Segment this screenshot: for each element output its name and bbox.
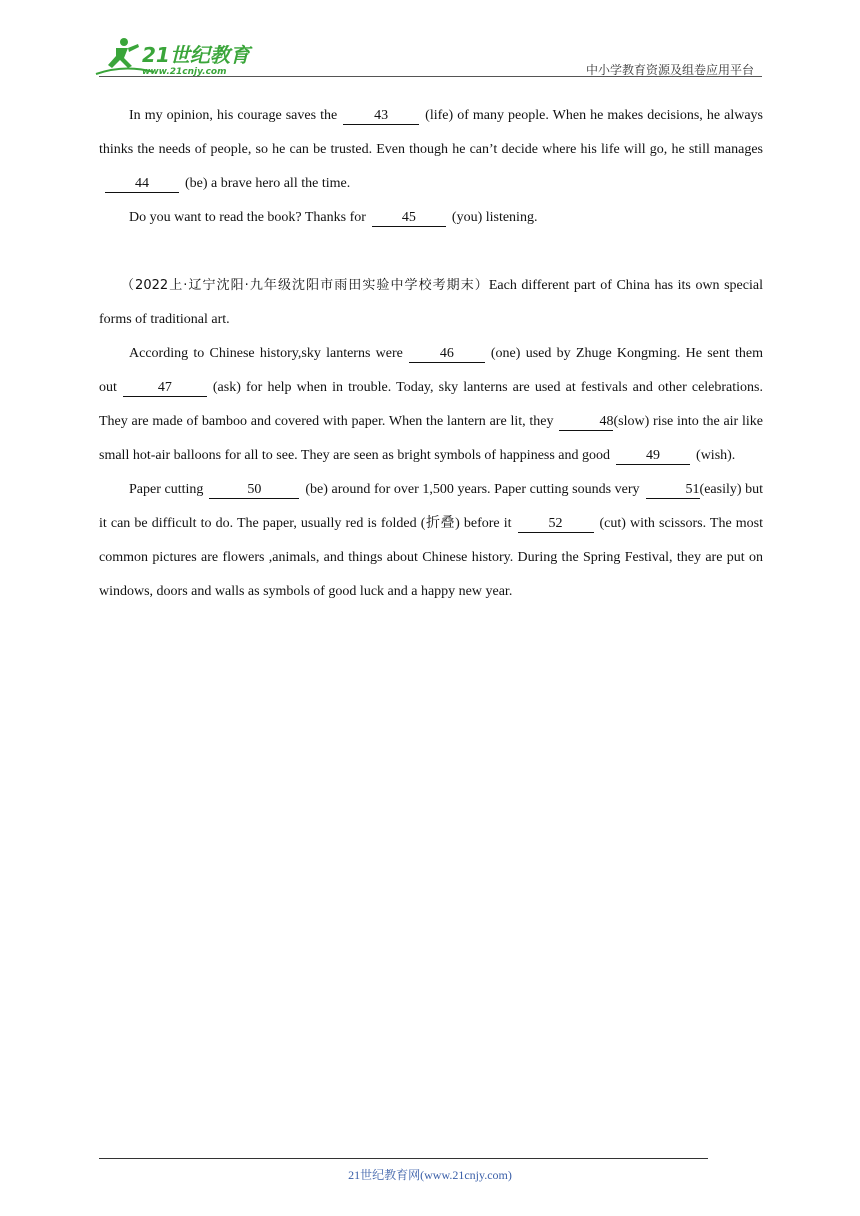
- blank-48: 48: [559, 414, 613, 431]
- footer-divider: [99, 1158, 708, 1159]
- logo-text: 21世纪教育: [142, 43, 250, 67]
- p5-text-c: (easily) but it can be difficult to do. The paper, usually red is folded (折叠) before it: [99, 482, 764, 531]
- document-body: [99, 99, 763, 609]
- p5-text-a: Paper cutting: [129, 482, 204, 497]
- header-divider: [99, 76, 762, 77]
- blank-52: 52: [518, 516, 594, 533]
- paragraph-4: [99, 337, 763, 473]
- p3-text: Each different part of China has its own special forms of traditional art.: [99, 278, 763, 327]
- logo-url: www.21cnjy.com: [142, 67, 227, 77]
- blank-49: 49: [616, 448, 690, 465]
- paragraph-1: [99, 99, 763, 201]
- page-header: [0, 0, 860, 80]
- p5-text-d: (cut) with scissors. The most common pictures are flowers ,animals, and things about Chinese history. During the Spring Festival, they are put on windows, doors and walls as symbols of good luck and a happy new year.: [99, 516, 763, 599]
- paragraph-3: [99, 269, 763, 337]
- blank-44: 44: [105, 176, 179, 193]
- spacer: [99, 235, 763, 269]
- header-platform-text: 中小学教育资源及组卷应用平台: [585, 63, 754, 77]
- p4-text-a: According to Chinese history,sky lanterns were: [129, 346, 403, 361]
- p4-text-d: (slow) rise into the air like small hot-air balloons for all to see. They are seen as bright symbols of happiness and good: [99, 414, 763, 463]
- paragraph-2: [99, 201, 763, 235]
- p4-text-e: (wish).: [696, 448, 736, 463]
- blank-51: 51: [646, 482, 700, 499]
- 21cnjy-logo: [94, 34, 264, 78]
- p1-text-a: In my opinion, his courage saves the: [129, 108, 338, 123]
- p2-text-b: (you) listening.: [451, 210, 538, 225]
- blank-45: 45: [372, 210, 446, 227]
- p1-text-d: (be) a brave hero all the time.: [185, 176, 351, 191]
- blank-46: 46: [409, 346, 485, 363]
- blank-43: 43: [343, 108, 419, 125]
- blank-50: 50: [209, 482, 299, 499]
- paragraph-5: [99, 473, 763, 609]
- p1-text-c: (life) of many people. When he makes decisions, he always thinks the needs of people, so he can be trusted. Even though he can’t decide where his life will go, he still manages: [99, 108, 763, 157]
- blank-47: 47: [123, 380, 207, 397]
- footer-site-link[interactable]: 21世纪教育网(www.21cnjy.com): [348, 1168, 512, 1182]
- p4-text-c: (ask) for help when in trouble. Today, sky lanterns are used at festivals and other celebrations. They are made of bamboo and covered with paper. When the lantern are lit, they: [99, 380, 763, 429]
- p5-text-b: (be) around for over 1,500 years. Paper cutting sounds very: [305, 482, 640, 497]
- p4-text-b: (one) used by Zhuge Kongming. He sent them out: [99, 346, 764, 395]
- p2-text-a: Do you want to read the book? Thanks for: [129, 210, 366, 225]
- question-source: （2022上·辽宁沈阳·九年级沈阳市雨田实验中学校考期末）: [121, 278, 489, 293]
